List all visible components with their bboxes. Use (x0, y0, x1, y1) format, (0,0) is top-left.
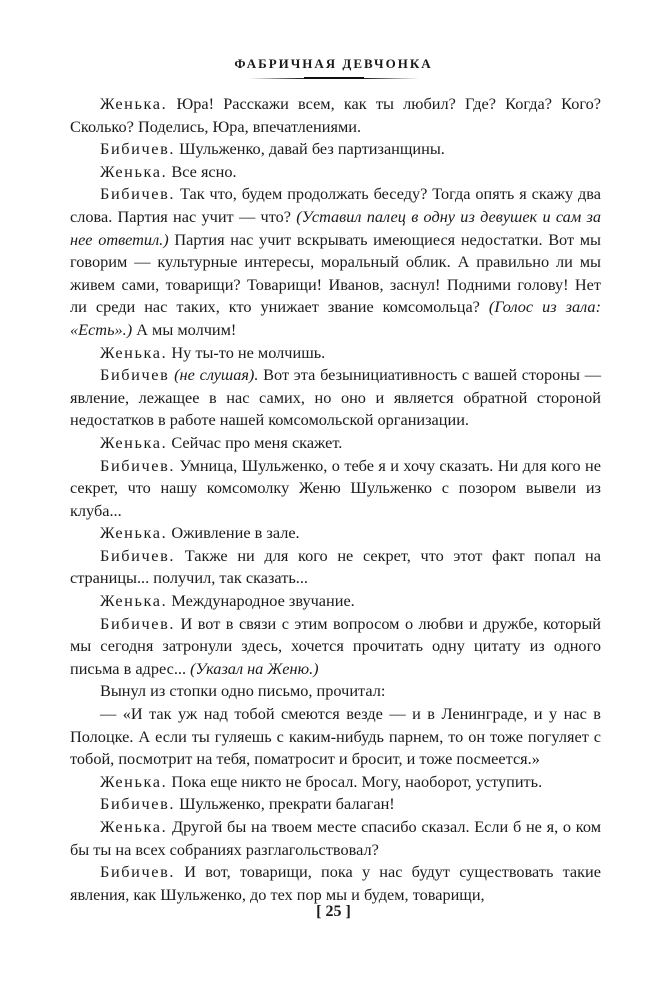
dialogue-paragraph (70, 183, 601, 341)
dialogue-paragraph (70, 590, 601, 613)
speech-text: Партия нас учит вскрывать имеющиеся недостатки. Вот мы говорим — культурные интересы, моральный облик. А правильно ли мы живем сами, товарищи? Товарищи! Иванов, заснул! Подними голову! Нет ли среди нас таких, кто унижает звание комсомольца? (70, 229, 601, 317)
speaker-name: Женька. (100, 342, 168, 362)
speech-text: Сейчас про меня скажет. (167, 432, 343, 452)
dialogue-paragraph (70, 613, 601, 681)
speaker-name: Женька. (100, 523, 168, 543)
header-divider (249, 77, 419, 79)
dialogue-paragraph (70, 545, 601, 590)
dialogue-paragraph (70, 93, 601, 138)
dialogue-paragraph (70, 364, 601, 432)
speaker-name: Бибичев (100, 365, 170, 385)
speech-text: Умница, Шульженко, о тебе я и хочу сказать. Ни для кого не секрет, что нашу комсомолку Женю Шульженко с позором вывели из клуба... (70, 455, 601, 520)
running-header (0, 56, 667, 79)
narration-paragraph (70, 703, 601, 771)
speaker-name: Бибичев. (100, 455, 176, 475)
speech-text: Так что, будем продолжать беседу? Тогда опять я скажу два слова. Партия нас учит — что? (70, 184, 601, 226)
speech-text: И вот, товарищи, пока у нас будут существовать такие явления, как Шульженко, до тех пор мы и будем, товарищи, (70, 862, 601, 904)
speaker-name: Бибичев. (100, 545, 176, 565)
speaker-name: Бибичев. (100, 794, 176, 814)
book-title: ФАБРИЧНАЯ ДЕВЧОНКА (234, 56, 433, 71)
speech-text: Оживление в зале. (167, 523, 300, 543)
speech-text: Другой бы на твоем месте спасибо сказал. Если б не я, о ком бы ты на всех собраниях разглагольствовал? (70, 817, 601, 859)
speech-text: Вынул из стопки одно письмо, прочитал: (100, 681, 386, 701)
stage-direction: (Уставил палец в одну из девушек и сам за нее ответил.) (70, 206, 601, 249)
dialogue-paragraph (70, 816, 601, 861)
speech-text: Вот эта безынициативность с вашей стороны — явление, лежащее в нас самих, но оно и является обратной стороной недостатков в работе нашей комсомольской организации. (70, 365, 601, 430)
speech-text: Также ни для кого не секрет, что этот факт попал на страницы... получил, так сказать... (70, 545, 601, 588)
dialogue-paragraph (70, 342, 601, 365)
speech-text: Все ясно. (167, 161, 237, 181)
speaker-name: Бибичев. (100, 862, 176, 882)
dialogue-paragraph (70, 432, 601, 455)
speech-text: — «И так уж над тобой смеются везде — и в Ленинграде, и у нас в Полоцке. А если ты гуляешь с каким-нибудь парнем, то он тоже погуляет с тобой, посмотрит на тебя, поматросит и бросит, и тоже посмеется.» (70, 704, 601, 769)
dialogue-paragraph (70, 771, 601, 794)
dialogue-paragraph (70, 793, 601, 816)
dialogue-paragraph (70, 522, 601, 545)
speaker-name: Бибичев. (100, 139, 176, 159)
speech-text: А мы молчим! (132, 319, 237, 339)
speech-text: Шульженко, прекрати балаган! (175, 794, 395, 814)
speaker-name: Женька. (100, 771, 168, 791)
speaker-name: Женька. (100, 817, 168, 836)
page-number: [ 25 ] (316, 903, 351, 920)
speaker-name: Женька. (100, 161, 168, 181)
speech-text: Пока еще никто не бросал. Могу, наоборот, уступить. (167, 771, 543, 791)
speaker-name: Бибичев. (100, 613, 176, 633)
narration-paragraph (70, 680, 601, 703)
speaker-name: Женька. (100, 591, 168, 611)
speech-text: Ну ты-то не молчишь. (167, 342, 326, 362)
speaker-name: Бибичев. (100, 184, 176, 204)
stage-direction: (не слушая). (174, 365, 259, 385)
speech-text: И вот в связи с этим вопросом о любви и дружбе, который мы сегодня затронули здесь, хочется прочитать одну цитату из одного письма в адрес... (70, 613, 601, 678)
dialogue-paragraph (70, 161, 601, 184)
speaker-name: Женька. (100, 432, 168, 452)
stage-direction: (Указал на Женю.) (190, 658, 319, 678)
dialogue-paragraph (70, 861, 601, 906)
speaker-name: Женька. (100, 94, 168, 113)
dialogue-paragraph (70, 455, 601, 523)
speech-text: Шульженко, давай без партизанщины. (175, 139, 445, 159)
stage-direction: (Голос из зала: «Есть».) (70, 297, 601, 339)
speech-text: Международное звучание. (167, 591, 355, 611)
speech-text: Юра! Расскажи всем, как ты любил? Где? Когда? Кого? Сколько? Поделись, Юра, впечатлениями. (70, 94, 601, 136)
page-body (70, 93, 601, 906)
dialogue-paragraph (70, 138, 601, 161)
